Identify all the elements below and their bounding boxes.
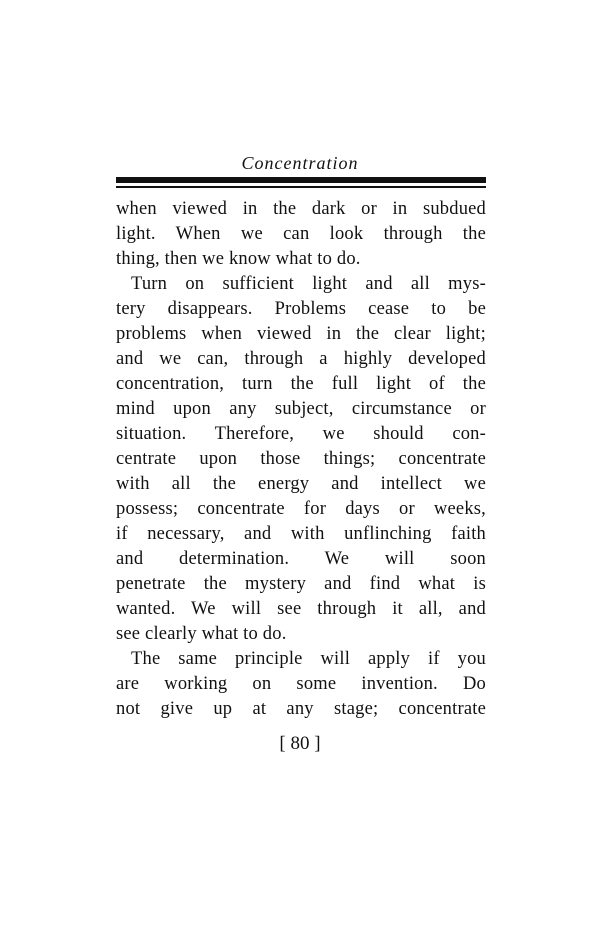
text-line: wanted. We will see through it all, and	[116, 599, 486, 619]
running-head: Concentration	[241, 153, 359, 173]
text-line: are working on some invention. Do	[116, 674, 486, 694]
text-line: Turn on sufficient light and all mys-	[131, 274, 486, 294]
text-line: and determination. We will soon	[116, 549, 486, 569]
text-line: possess; concentrate for days or weeks,	[116, 499, 486, 519]
text-line: situation. Therefore, we should con-	[116, 424, 486, 444]
header-rule-thin	[116, 186, 486, 188]
text-line: concentration, turn the full light of the	[116, 374, 486, 394]
body-text	[116, 197, 486, 722]
text-line: thing, then we know what to do.	[116, 249, 361, 269]
header-rule-thick	[116, 177, 486, 183]
page-number: [ 80 ]	[279, 733, 321, 754]
text-line: tery disappears. Problems cease to be	[116, 299, 486, 319]
text-line: see clearly what to do.	[116, 624, 287, 644]
text-line: if necessary, and with unflinching faith	[116, 524, 486, 544]
text-line: not give up at any stage; concentrate	[116, 699, 486, 719]
text-line: mind upon any subject, circumstance or	[116, 399, 486, 419]
text-line: light. When we can look through the	[116, 224, 486, 244]
text-line: problems when viewed in the clear light;	[116, 324, 486, 344]
text-line: The same principle will apply if you	[131, 649, 486, 669]
text-line: when viewed in the dark or in subdued	[116, 199, 486, 219]
text-line: centrate upon those things; concentrate	[116, 449, 486, 469]
text-line: with all the energy and intellect we	[116, 474, 486, 494]
text-line: penetrate the mystery and find what is	[116, 574, 486, 594]
text-line: and we can, through a highly developed	[116, 349, 486, 369]
